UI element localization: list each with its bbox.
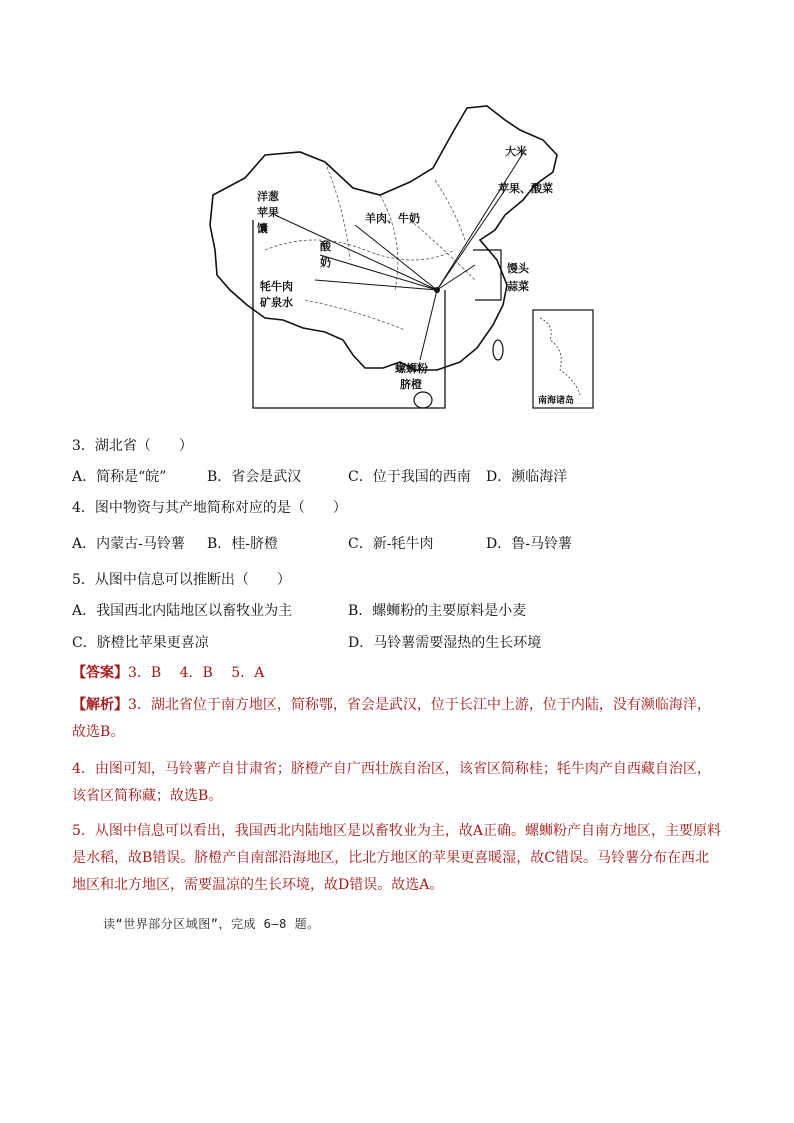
analysis-p3: 5．从图中信息可以看出，我国西北内陆地区是以畜牧业为主，故A正确。螺蛳粉产自南方地区，主要原料是水稻，故B错误。脐橙产自南部沿海地区，比北方地区的苹果更喜暖湿，故C错误。马铃薯分布在西北地区和北方地区，需要温凉的生长环境，故D错误。故选A。 [72, 823, 722, 893]
label-luosifen: 螺蛳粉 [395, 362, 428, 375]
q4-stem: 4．图中物资与其产地简称对应的是（ ） [72, 500, 347, 516]
label-yangrou: 羊肉、牛奶 [365, 212, 420, 225]
label-yangcong: 洋葱 [257, 190, 279, 203]
answer-line [72, 662, 264, 684]
label-pingguo-left: 苹果 [257, 206, 279, 219]
q3-stem: 3．湖北省（ ） [72, 438, 193, 454]
analysis-tag: 【解析】 [72, 697, 128, 713]
q4-option-d[interactable]: D．鲁-马铃薯 [486, 536, 572, 552]
label-qicheng: 脐橙 [400, 378, 422, 391]
label-suannai-2: 奶 [320, 256, 331, 269]
analysis-p2: 4．由图可知，马铃薯产自甘肃省；脐橙产自广西壮族自治区，该省区简称桂；牦牛肉产自西藏自治区，该省区简称藏；故选B。 [72, 761, 711, 804]
label-kuangquanshui: 矿泉水 [260, 296, 293, 309]
q3-option-b[interactable]: B．省会是武汉 [207, 469, 302, 485]
analysis-p1 [72, 692, 722, 746]
label-maoniu: 牦牛肉 [260, 280, 293, 293]
q5-option-a[interactable]: A．我国西北内陆地区以畜牧业为主 [72, 603, 293, 619]
q5-option-d[interactable]: D．马铃薯需要湿热的生长环境 [348, 635, 542, 651]
answer-tag: 【答案】 [72, 665, 128, 681]
answer-text: 3．B 4．B 5．A [128, 665, 265, 681]
q5-stem: 5．从图中信息可以推断出（ ） [72, 572, 291, 588]
q3-option-a[interactable]: A．简称是“皖” [72, 469, 167, 485]
next-instruction: 读“世界部分区域图”，完成 6—8 题。 [103, 917, 320, 931]
q4-option-b[interactable]: B．桂-脐橙 [207, 536, 279, 552]
analysis-p1-text: 3．湖北省位于南方地区，简称鄂，省会是武汉，位于长江中上游，位于内陆，没有濒临海洋，故选B。 [72, 697, 711, 740]
q3-option-d[interactable]: D．濒临海洋 [486, 469, 568, 485]
q5-option-c[interactable]: C．脐橙比苹果更喜凉 [72, 635, 209, 651]
label-suancai: 蒜菜 [507, 280, 529, 293]
label-suannai-1: 酸 [320, 240, 331, 253]
taiwan-island [493, 340, 503, 360]
china-food-map [205, 100, 600, 412]
label-pingguo-suancai: 苹果、酸菜 [498, 182, 553, 195]
destination-point [434, 287, 440, 293]
q4-option-a[interactable]: A．内蒙古-马铃薯 [72, 536, 185, 552]
label-nang: 馕 [257, 222, 268, 235]
q4-option-c[interactable]: C．新-牦牛肉 [348, 536, 434, 552]
label-dami: 大米 [505, 145, 527, 158]
south-sea-inset [533, 310, 593, 408]
label-mantou: 馒头 [507, 262, 529, 275]
q5-option-b[interactable]: B．螺蛳粉的主要原料是小麦 [348, 603, 527, 619]
q3-option-c[interactable]: C．位于我国的西南 [348, 469, 471, 485]
china-map-svg [205, 100, 600, 412]
label-nanhai: 南海诸岛 [538, 396, 575, 406]
hainan-island [414, 392, 432, 408]
